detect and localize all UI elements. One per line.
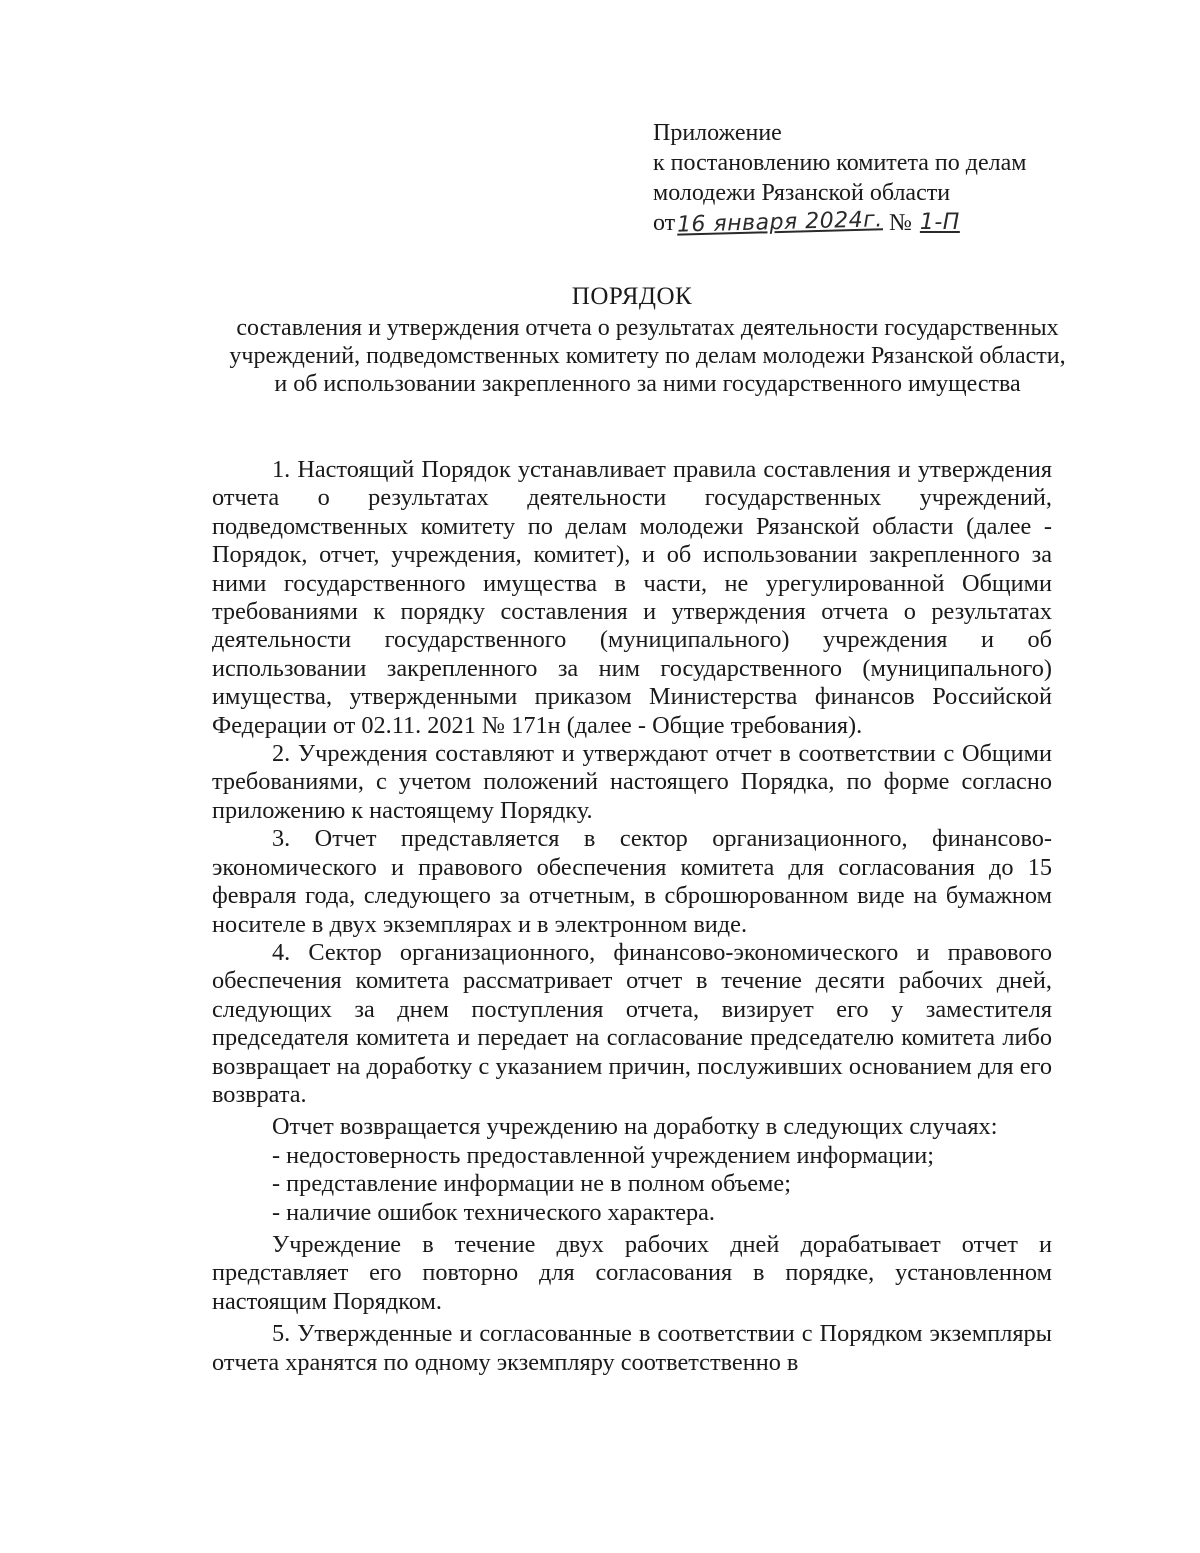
return-case-item: - недостоверность предоставленной учреждением информации; (272, 1141, 934, 1169)
handwritten-number: 1-П (919, 210, 960, 235)
handwritten-date: 16 января 2024г. (676, 207, 884, 238)
return-cases-intro: Отчет возвращается учреждению на доработку в следующих случаях: (272, 1113, 998, 1141)
paragraph-3: 3. Отчет представляется в сектор организационного, финансово-экономического и правового обеспечения комитета для согласования до 15 февраля года, следующего за отчетным, в сброшюрованном виде на бумажном носителе в двух экземплярах и в электронном виде. (212, 825, 1052, 938)
return-case-item: - представление информации не в полном объеме; (272, 1170, 791, 1198)
rework-paragraph: Учреждение в течение двух рабочих дней дорабатывает отчет и представляет его повторно для согласования в порядке, установленном настоящим Порядком. (212, 1230, 1052, 1315)
paragraph-5: 5. Утвержденные и согласованные в соответствии с Порядком экземпляры отчета хранятся по одному экземпляру соответственно в (212, 1320, 1052, 1376)
document-title: ПОРЯДОК (571, 283, 693, 310)
appendix-heading: Приложение (653, 120, 782, 146)
appendix-date-line (653, 208, 1073, 238)
appendix-reference-line: к постановлению комитета по делам (653, 150, 1027, 176)
paragraph-2: 2. Учреждения составляют и утверждают отчет в соответствии с Общими требованиями, с учетом положений настоящего Порядка, по форме согласно приложению к настоящему Порядку. (212, 740, 1052, 824)
paragraph-4: 4. Сектор организационного, финансово-экономического и правового обеспечения комитета рассматривает отчет в течение десяти рабочих дней, следующих за днем поступления отчета, визирует его у заместителя председателя комитета и передает на согласование председателю комитета либо возвращает на доработку с указанием причин, послуживших основанием для его возврата. (212, 938, 1052, 1108)
date-prefix: от (653, 210, 676, 236)
paragraph-1: 1. Настоящий Порядок устанавливает правила составления и утверждения отчета о результатах деятельности государственных учреждений, подведомственных комитету по делам молодежи Рязанской области (далее - Порядок, отчет, учреждения, комитет), и об использовании закрепленного за ними государственного имущества в части, не урегулированной Общими требованиями к порядку составления и утверждения отчета о результатах деятельности государственного (муниципального) учреждения и об использовании закрепленного за ним государственного (муниципального) имущества, утвержденными приказом Министерства финансов Российской Федерации от 02.11. 2021 № 171н (далее - Общие требования). (212, 456, 1052, 739)
document-body (212, 456, 1052, 1377)
return-case-item: - наличие ошибок технического характера. (272, 1198, 715, 1226)
appendix-block (653, 118, 1073, 238)
document-subtitle: составления и утверждения отчета о результатах деятельности государственных учреждений, подведомственных комитету по делам молодежи Рязанской области, и об использовании закрепленного за ними государственного имущества (229, 315, 1066, 397)
number-label: № (888, 210, 912, 236)
appendix-region-line: молодежи Рязанской области (653, 180, 951, 206)
